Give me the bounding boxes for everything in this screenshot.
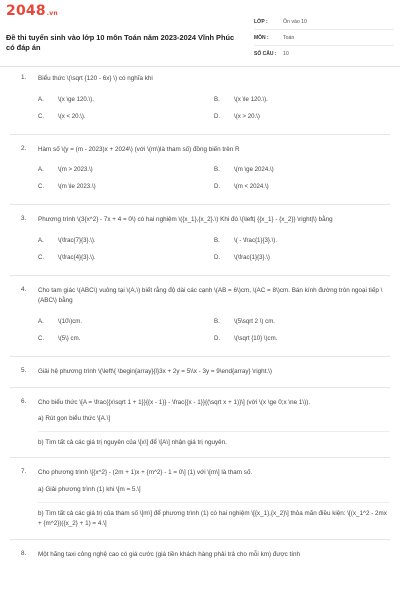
- answer-option[interactable]: [214, 161, 390, 178]
- header: [0, 0, 400, 67]
- question-number: 4.: [21, 285, 27, 293]
- option-text: \(m \le 2023.\): [58, 183, 96, 191]
- question-number: 3.: [21, 215, 27, 223]
- meta-value: Ôn vào 10: [283, 18, 307, 25]
- question-number: 2.: [21, 144, 27, 152]
- sub-question: b) Tìm tất cả các giá trị nguyên của \[x\] để \[A\] nhận giá trị nguyên.: [38, 438, 227, 446]
- option-text: \(10\)cm.: [58, 317, 83, 325]
- option-label: B.: [214, 317, 220, 325]
- question-divider: [10, 457, 390, 458]
- question: [0, 145, 400, 196]
- question-list: [0, 74, 400, 560]
- question-divider: [10, 275, 390, 276]
- answer-option[interactable]: [214, 249, 390, 266]
- question: [0, 286, 400, 347]
- option-text: \(x \le 120.\).: [234, 95, 268, 103]
- answer-option[interactable]: [38, 161, 214, 178]
- option-text: \(x < 20.\).: [58, 112, 86, 120]
- meta-value: 10: [283, 50, 289, 57]
- option-text: \(x \ge 120.\).: [58, 95, 94, 103]
- option-label: D.: [214, 183, 221, 191]
- answer-option[interactable]: [38, 313, 214, 330]
- answer-options: [38, 232, 390, 266]
- sub-divider: [38, 431, 390, 432]
- meta-value: Toán: [283, 34, 295, 41]
- question: [0, 215, 400, 266]
- question-divider: [10, 134, 390, 135]
- option-text: \(5\sqrt 2 \) cm.: [234, 317, 275, 325]
- option-text: \( - \frac{1}{3}.\).: [234, 236, 278, 244]
- answer-option[interactable]: [214, 232, 390, 249]
- answer-option[interactable]: [214, 313, 390, 330]
- option-label: C.: [38, 112, 45, 120]
- question-divider: [10, 356, 390, 357]
- meta-label: SỐ CÂU :: [254, 50, 277, 57]
- question: [0, 367, 400, 378]
- question-number: 6.: [21, 397, 27, 405]
- option-text: \(5\) cm.: [58, 334, 81, 342]
- question-number: 7.: [21, 468, 27, 476]
- exam-meta: [254, 14, 394, 61]
- option-label: A.: [38, 166, 44, 174]
- option-text: \(m < 2024.\): [234, 183, 269, 191]
- question: [0, 74, 400, 125]
- question-text: Giải hệ phương trình \(\left\{ \begin{array}{l}3x + 2y = 5\\x - 3y = 9\end{array} \right.\): [38, 367, 272, 375]
- question-number: 8.: [21, 549, 27, 557]
- answer-option[interactable]: [38, 330, 214, 347]
- meta-row-subject: [254, 30, 394, 46]
- answer-options: [38, 91, 390, 125]
- question-text: Cho biểu thức \[A = \frac{{x\sqrt 1 + 1}}{{x - 1}} - \frac{{x - 1}}{(\sqrt x + 1)}\] (với \(x \ge 0;x \ne 1\)).: [38, 398, 311, 406]
- answer-option[interactable]: [38, 232, 214, 249]
- question: [0, 468, 400, 529]
- option-label: B.: [214, 95, 220, 103]
- question: [0, 550, 400, 561]
- question-number: 5.: [21, 366, 27, 374]
- question-text: Một hãng taxi công nghệ cao có giá cước (giá tiền khách hàng phải trả cho mỗi km) được tính: [38, 550, 301, 558]
- option-text: \(\frac{7}{3}.\).: [58, 236, 96, 244]
- site-logo[interactable]: [6, 3, 58, 19]
- question-text: Cho phương trình \[{x^2} - (2m + 1)x + {m^2} - 1 = 0\] (1) với \[m\] là tham số.: [38, 469, 253, 477]
- option-text: \(\frac{4}{3}.\).: [58, 253, 96, 261]
- logo-text: 2048: [6, 3, 46, 19]
- option-text: \(x > 20.\): [234, 112, 260, 120]
- option-label: C.: [38, 253, 45, 261]
- question-text: Phương trình \(3{x^2} - 7x + 4 = 0\) có hai nghiệm \({x_1},{x_2}.\) Khi đó \(\left| {{x_1} - {x_2}} \right|\) bằng: [38, 216, 333, 224]
- sub-divider: [38, 502, 390, 503]
- exam-title: Đề thi tuyển sinh vào lớp 10 môn Toán năm 2023-2024 Vĩnh Phúc có đáp án: [6, 33, 235, 52]
- answer-options: [38, 313, 390, 347]
- answer-option[interactable]: [38, 108, 214, 125]
- question-divider: [10, 387, 390, 388]
- meta-label: LỚP :: [254, 18, 268, 25]
- sub-question: a) Giải phương trình (1) khi \[m = 5.\]: [38, 485, 141, 493]
- option-text: \(\frac{1}{3}.\): [234, 253, 270, 261]
- option-text: \(m > 2023.\): [58, 166, 93, 174]
- option-label: D.: [214, 253, 221, 261]
- option-label: A.: [38, 236, 44, 244]
- question: [0, 398, 400, 449]
- option-label: C.: [38, 183, 45, 191]
- logo-suffix: .vn: [46, 10, 58, 17]
- question-text: Cho tam giác \(ABC\) vuông tại \(A,\) biết rằng độ dài các cạnh \(AB = 6\)cm, \(AC = 8\)cm. Bán kính đường tròn ngoại tiếp \(ABC\) bằng: [38, 286, 383, 305]
- option-text: \(\sqrt {10} \)cm.: [234, 334, 278, 342]
- option-label: D.: [214, 112, 221, 120]
- question-divider: [10, 204, 390, 205]
- option-label: B.: [214, 236, 220, 244]
- meta-row-count: [254, 46, 394, 61]
- option-label: B.: [214, 166, 220, 174]
- answer-option[interactable]: [38, 91, 214, 108]
- question-divider: [10, 539, 390, 540]
- answer-option[interactable]: [214, 108, 390, 125]
- option-label: C.: [38, 334, 45, 342]
- question-text: Biểu thức \(\sqrt {120 - 6x} \) có nghĩa khi: [38, 75, 153, 82]
- answer-option[interactable]: [214, 178, 390, 195]
- answer-option[interactable]: [38, 178, 214, 195]
- option-label: A.: [38, 95, 44, 103]
- question-number: 1.: [21, 74, 27, 81]
- option-label: D.: [214, 334, 221, 342]
- sub-question: a) Rút gọn biểu thức \[A.\]: [38, 415, 111, 423]
- sub-question: b) Tìm tất cả các giá trị của tham số \[m\] để phương trình (1) có hai nghiệm \[{x_1},{x_2}\] thỏa mãn điều kiện: \[(x_1^2 - 2mx + {m^2})({x_2} + 1) = 4.\]: [38, 509, 387, 528]
- option-label: A.: [38, 317, 44, 325]
- answer-option[interactable]: [214, 91, 390, 108]
- answer-option[interactable]: [38, 249, 214, 266]
- question-text: Hàm số \(y = (m - 2023)x + 2024\) (với \(m\)là tham số) đồng biến trên R: [38, 145, 240, 153]
- answer-options: [38, 161, 390, 195]
- meta-label: MÔN :: [254, 34, 269, 41]
- option-text: \(m \ge 2024.\): [234, 166, 274, 174]
- meta-row-class: [254, 14, 394, 30]
- answer-option[interactable]: [214, 330, 390, 347]
